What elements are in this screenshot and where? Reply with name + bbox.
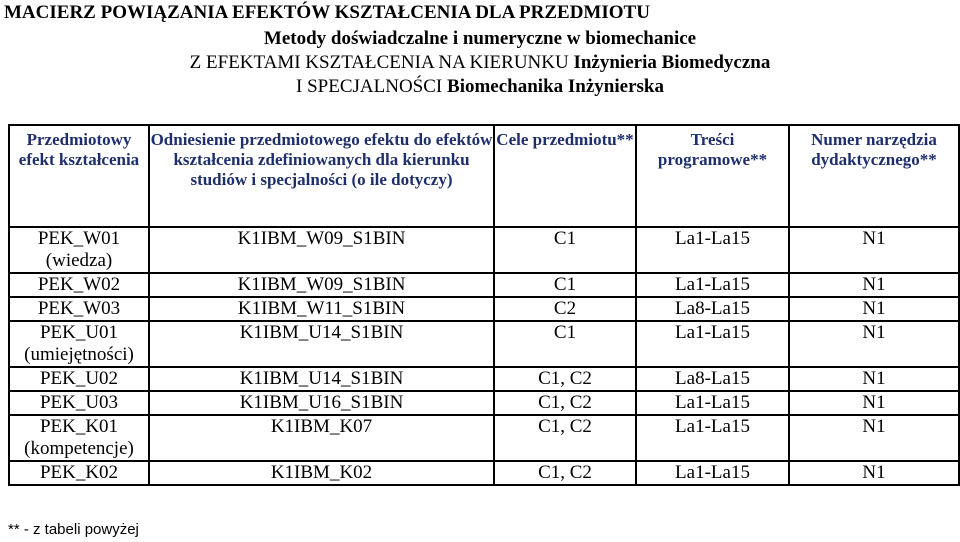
pek-cell [9,415,149,461]
content-cell: La1-La15 [636,461,789,485]
pek-code: PEK_K01 [39,416,119,437]
tool-cell: N1 [789,321,959,367]
goals-cell: C1, C2 [494,415,636,461]
ref-cell: K1IBM_K02 [149,461,494,485]
specialization-value: Biomechanika Inżynierska [447,76,664,97]
table-row [9,273,959,297]
tool-cell: N1 [789,227,959,273]
header-goals: Cele przedmiotu** [494,125,636,227]
ref-cell: K1IBM_U14_S1BIN [149,367,494,391]
ref-cell: K1IBM_U14_S1BIN [149,321,494,367]
footnote: ** - z tabeli powyżej [8,521,139,538]
goals-cell: C1 [494,227,636,273]
tool-cell: N1 [789,391,959,415]
header-subject-effect: Przedmiotowy efekt kształcenia [9,125,149,227]
goals-cell: C1, C2 [494,461,636,485]
content-cell: La8-La15 [636,367,789,391]
content-cell: La8-La15 [636,297,789,321]
pek-cell: PEK_W03 [9,297,149,321]
goals-cell: C1 [494,321,636,367]
ref-cell: K1IBM_K07 [149,415,494,461]
pek-cell: PEK_U02 [9,367,149,391]
pek-cell [9,227,149,273]
content-cell: La1-La15 [636,273,789,297]
field-of-study-line [0,52,960,74]
ref-cell: K1IBM_U16_S1BIN [149,391,494,415]
field-value: Inżynieria Biomedyczna [573,52,771,73]
header-program-content: Treści programowe** [636,125,789,227]
ref-cell: K1IBM_W09_S1BIN [149,227,494,273]
field-prefix: Z EFEKTAMI KSZTAŁCENIA NA KIERUNKU [189,52,569,73]
tool-cell: N1 [789,461,959,485]
pek-category: (umiejętności) [24,344,134,365]
table-row [9,297,959,321]
pek-code: PEK_U01 [39,322,119,343]
table-row [9,415,959,461]
content-cell: La1-La15 [636,391,789,415]
document-title: MACIERZ POWIĄZANIA EFEKTÓW KSZTAŁCENIA DLA PRZEDMIOTU [4,2,650,23]
content-cell: La1-La15 [636,227,789,273]
content-cell: La1-La15 [636,415,789,461]
effects-matrix-table [8,124,960,486]
tool-cell: N1 [789,297,959,321]
pek-category: (wiedza) [45,250,113,271]
goals-cell: C1, C2 [494,391,636,415]
table-row [9,367,959,391]
goals-cell: C2 [494,297,636,321]
pek-category: (kompetencje) [24,438,134,459]
table-row [9,227,959,273]
header-tool-number: Numer narzędzia dydaktycznego** [789,125,959,227]
table-header-row [9,125,959,227]
tool-cell: N1 [789,273,959,297]
pek-cell [9,321,149,367]
goals-cell: C1, C2 [494,367,636,391]
table-row [9,391,959,415]
tool-cell: N1 [789,367,959,391]
table-row [9,461,959,485]
tool-cell: N1 [789,415,959,461]
table-row [9,321,959,367]
ref-cell: K1IBM_W11_S1BIN [149,297,494,321]
specialization-prefix: I SPECJALNOŚCI [296,76,443,97]
content-cell: La1-La15 [636,321,789,367]
pek-cell: PEK_K02 [9,461,149,485]
goals-cell: C1 [494,273,636,297]
ref-cell: K1IBM_W09_S1BIN [149,273,494,297]
pek-cell: PEK_W02 [9,273,149,297]
pek-cell: PEK_U03 [9,391,149,415]
specialization-line [0,76,960,98]
pek-code: PEK_W01 [37,228,121,249]
header-reference: Odniesienie przedmiotowego efektu do efektów kształcenia zdefiniowanych dla kierunku studiów i specjalności (o ile dotyczy) [149,125,494,227]
subject-name: Metody doświadczalne i numeryczne w biomechanice [263,28,697,49]
